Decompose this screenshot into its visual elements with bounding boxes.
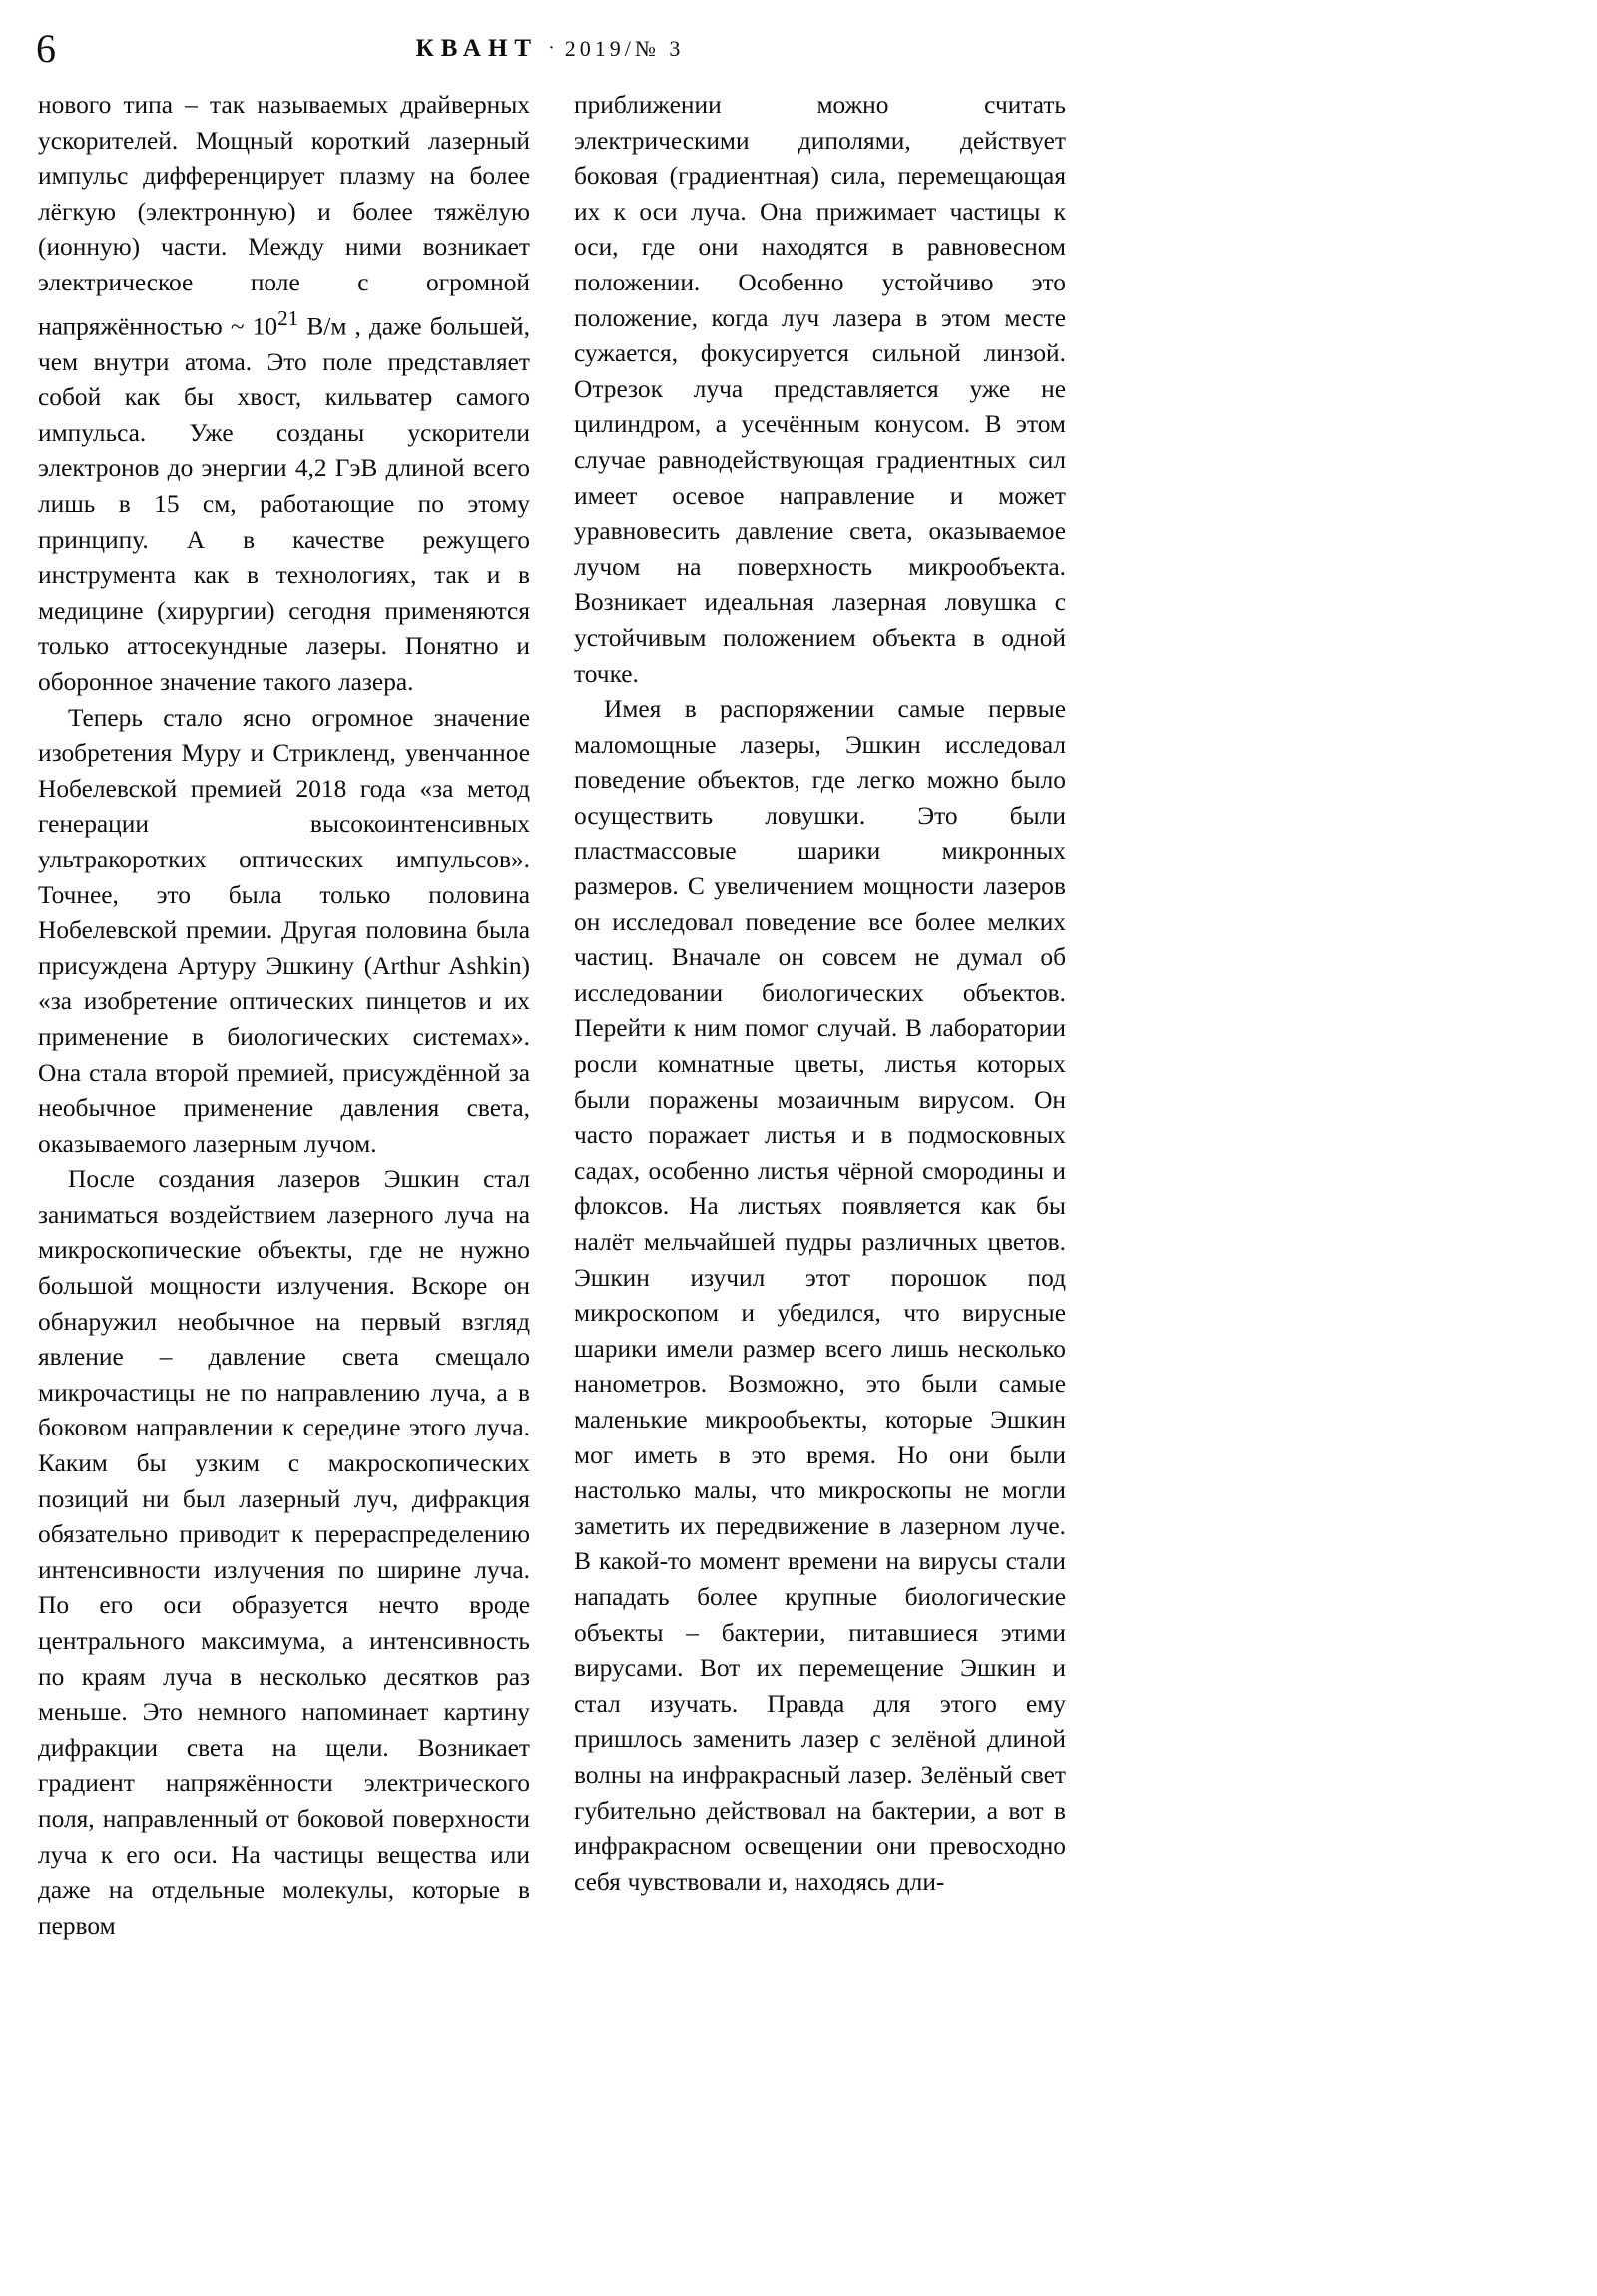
paragraph-drivers: нового типа – так называемых драйверных ускорителей. Мощный короткий лазерный импульс дифференцирует плазму на более лёгкую (электронную) и более тяжёлую (ионную) части. Между ними возникает электрическое поле с огромной напряжённостью ~ $10^{21}$ В/м , даже большей, чем внутри атома. Это поле представляет собой как бы хвост, кильватер самого импульса. Уже созданы ускорители электронов до энергии 4,2 ГэВ длиной всего лишь в 15 см, работающие по этому принципу. А в качестве режущего инструмента как в технологиях, так и в медицине (хирургии) сегодня применяются только аттосекундные лазеры. Понятно и оборонное значение такого лазера. <box>38 91 530 696</box>
running-head-separator: · <box>548 37 555 59</box>
paragraph-nobel: Теперь стало ясно огромное значение изобретения Муру и Стрикленд, увенчанное Нобелевской премией 2018 года «за метод генерации высокоинтенсивных ультракоротких оптических импульсов». Точнее, это была только половина Нобелевской премии. Другая половина была присуждена Артуру Эшкину (Arthur Ashkin) «за изобретение оптических пинцетов и их применение в биологических системах». Она стала второй премией, присуждённой за необычное применение давления света, оказываемого лазерным лучом. <box>38 703 530 1158</box>
running-head-title <box>36 28 1064 69</box>
issue-label: 2019/№ 3 <box>564 36 685 61</box>
running-head <box>36 22 1064 76</box>
page-number: 6 <box>36 26 56 71</box>
column-right <box>574 88 1066 2244</box>
paragraph-first-lasers: Имея в распоряжении самые первые маломощные лазеры, Эшкин исследовал поведение объектов, где легко можно было осуществить ловушки. Это были пластмассовые шарики микронных размеров. С увеличением мощности лазеров он исследовал поведение все более мелких частиц. Вначале он совсем не думал об исследовании биологических объектов. Перейти к ним помог случай. В лаборатории росли комнатные цветы, листья которых были поражены мозаичным вирусом. Он часто поражает листья и в подмосковных садах, особенно листья чёрной смородины и флоксов. На листьях появляется как бы налёт мельчайшей пудры различных цветов. Эшкин изучил этот порошок под микроскопом и убедился, что вирусные шарики имели размер всего лишь несколько нанометров. Возможно, это были самые маленькие микрообъекты, которые Эшкин мог иметь в это время. Но они были настолько малы, что микроскопы не могли заметить их передвижение в лазерном луче. В какой-то момент времени на вирусы стали нападать более крупные биологические объекты – бактерии, питавшиеся этими вирусами. Вот их перемещение Эшкин и стал изучать. Правда для этого ему пришлось заменить лазер с зелёной длиной волны на инфракрасный лазер. Зелёный свет губительно действовал на бактерии, а вот в инфракрасном освещении они превосходно себя чувствовали и, находясь дли- <box>574 695 1066 1896</box>
column-left <box>38 88 530 2244</box>
paragraph-ashkin-micro: После создания лазеров Эшкин стал заниматься воздействием лазерного луча на микроскопические объекты, где не нужно большой мощности излучения. Вскоре он обнаружил необычное на первый взгляд явление – давление света смещало микрочастицы не по направлению луча, а в боковом направлении к середине этого луча. Каким бы узким с макроскопических позиций ни был лазерный луч, дифракция обязательно приводит к перераспределению интенсивности излучения по ширине луча. По его оси образуется нечто вроде центрального максимума, а интенсивность по краям луча в несколько десятков раз меньше. Это немного напоминает картину дифракции света на щели. Возникает градиент напряжённости электрического поля, направленный от боковой поверхности луча к его оси. На частицы вещества или даже на отдельные молекулы, которые в первом <box>38 1165 530 1940</box>
magazine-name: КВАНТ <box>415 35 539 62</box>
paragraph-dipoles: приближении можно считать электрическими диполями, действует боковая (градиентная) сила, перемещающая их к оси луча. Она прижимает частицы к оси, где они находятся в равновесном положении. Особенно устойчиво это положение, когда луч лазера в этом месте сужается, фокусируется сильной линзой. Отрезок луча представляется уже не цилиндром, а усечённым конусом. В этом случае равнодействующая градиентных сил имеет осевое направление и может уравновесить давление света, оказываемое лучом на поверхность микрообъекта. Возникает идеальная лазерная ловушка с устойчивым положением объекта в одной точке. <box>574 91 1066 688</box>
body-columns <box>38 88 1066 2244</box>
